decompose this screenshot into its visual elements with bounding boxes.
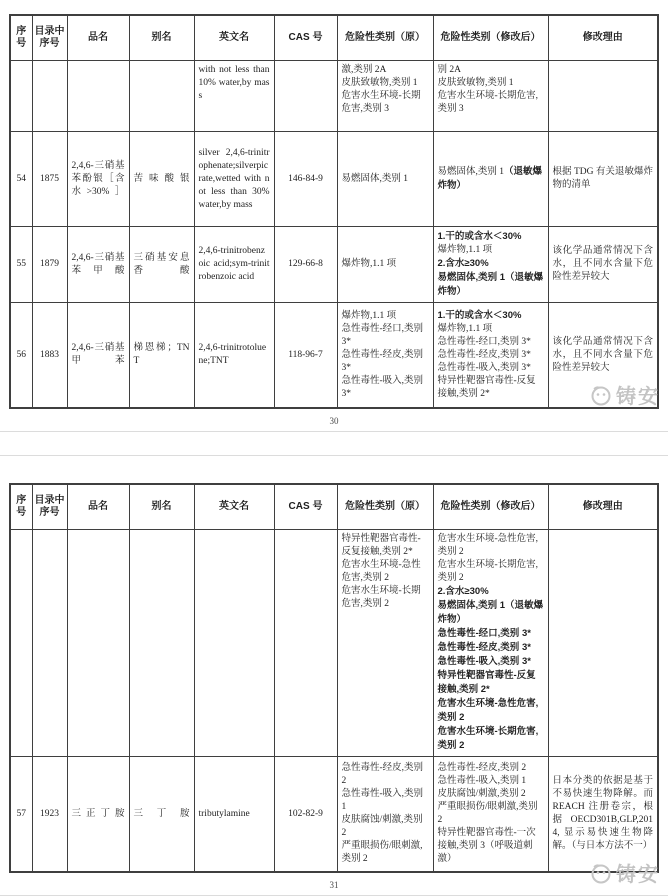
table-row <box>10 132 658 227</box>
column-header: 别名 <box>129 484 194 530</box>
header-row <box>10 484 658 530</box>
table-cell: 该化学品通常情况下含水，且不同水含量下危险性差异较大 <box>548 303 658 409</box>
table-row <box>10 227 658 303</box>
table-cell <box>194 530 274 757</box>
table-row <box>10 757 658 873</box>
table-cell: 三丁胺 <box>129 757 194 873</box>
table-cell: 2,4,6-trinitrotoluene;TNT <box>194 303 274 409</box>
column-header: 序号 <box>10 15 32 61</box>
watermark-text: 铸安 <box>616 386 660 408</box>
column-header: 修改理由 <box>548 15 658 61</box>
table-cell <box>10 530 32 757</box>
column-header: CAS 号 <box>274 484 337 530</box>
table-cell: 爆炸物,1.1 项 <box>337 227 433 303</box>
table-cell: 爆炸物,1.1 项 急性毒性-经口,类别 3* 急性毒性-经皮,类别 3* 急性毒性-吸入,类别 3* <box>337 303 433 409</box>
table-row <box>10 530 658 757</box>
column-header: 危险性类别（原） <box>337 484 433 530</box>
table-cell: 易燃固体,类别 1 <box>337 132 433 227</box>
table-cell: 日本分类的依据是基于不易快速生物降解。而 REACH 注册卷宗，根据 OECD301B,GLP,2014, 显示易快速生物降解。（与日本方法不一） <box>548 757 658 873</box>
table-row <box>10 303 658 409</box>
table-cell: 129-66-8 <box>274 227 337 303</box>
column-header: 危险性类别（修改后） <box>433 484 548 530</box>
column-header: 英文名 <box>194 15 274 61</box>
hazard-table-page-31 <box>9 483 659 873</box>
table-row <box>10 61 658 132</box>
column-header: 品名 <box>67 15 129 61</box>
table-cell: 梯恩梯；TNT <box>129 303 194 409</box>
table-cell: 特异性靶器官毒性-反复接触,类别 2* 危害水生环境-急性危害,类别 2 危害水生环境-长期危害,类别 2 <box>337 530 433 757</box>
table-cell: 1.干的或含水＜30% 爆炸物,1.1 项 急性毒性-经口,类别 3* 急性毒性-经皮,类别 3* 急性毒性-吸入,类别 3* 特异性靶器官毒性-反复接触,类别 2* <box>433 303 548 409</box>
table-cell: 1883 <box>32 303 67 409</box>
page-number: 30 <box>329 416 339 426</box>
table-cell <box>129 61 194 132</box>
table-cell: 1923 <box>32 757 67 873</box>
hazard-table-page-30 <box>9 14 659 409</box>
table-cell: 2,4,6-三硝基苯甲酸 <box>67 227 129 303</box>
table-cell: 146-84-9 <box>274 132 337 227</box>
table-cell <box>32 530 67 757</box>
table-cell: 1875 <box>32 132 67 227</box>
table-cell: 2,4,6-三硝基苯酚银［含水>30%］ <box>67 132 129 227</box>
table-cell: 激,类别 2A 皮肤致敏物,类别 1 危害水生环境-长期危害,类别 3 <box>337 61 433 132</box>
column-header: CAS 号 <box>274 15 337 61</box>
table-cell: 别 2A 皮肤致敏物,类别 1 危害水生环境-长期危害,类别 3 <box>433 61 548 132</box>
table-cell: 苦味酸银 <box>129 132 194 227</box>
table-cell: 55 <box>10 227 32 303</box>
table-cell <box>129 530 194 757</box>
table-cell <box>274 530 337 757</box>
table-cell: 根据 TDG 有关退敏爆炸物的清单 <box>548 132 658 227</box>
column-header: 序号 <box>10 484 32 530</box>
table-cell: 54 <box>10 132 32 227</box>
table-cell: 危害水生环境-急性危害,类别 2 危害水生环境-长期危害,类别 2 2.含水≥30% 易燃固体,类别 1（退敏爆炸物） 急性毒性-经口,类别 3* 急性毒性-经皮,类别 3* 急性毒性-吸入,类别 3* 特异性靶器官毒性-反复接触,类别 2* 危害水生环境-急性危害,类别 2 危害水生环境-长期危害,类别 2 <box>433 530 548 757</box>
header-row <box>10 15 658 61</box>
table-cell: 56 <box>10 303 32 409</box>
table-cell <box>548 61 658 132</box>
table-cell: silver 2,4,6-trinitrophenate;silverpicrate,wetted with not less than 30% water,by mass <box>194 132 274 227</box>
page-30 <box>0 0 668 432</box>
table-cell: 1.干的或含水＜30% 爆炸物,1.1 项 2.含水≥30% 易燃固体,类别 1（退敏爆炸物） <box>433 227 548 303</box>
table-cell <box>274 61 337 132</box>
table-cell: 易燃固体,类别 1（退敏爆炸物） <box>433 132 548 227</box>
column-header: 目录中序号 <box>32 15 67 61</box>
table-cell: 102-82-9 <box>274 757 337 873</box>
table-cell: 118-96-7 <box>274 303 337 409</box>
page-31 <box>0 455 668 896</box>
table-cell: 2,4,6-三硝基甲苯 <box>67 303 129 409</box>
table-cell <box>67 61 129 132</box>
column-header: 目录中序号 <box>32 484 67 530</box>
table-cell <box>32 61 67 132</box>
table-cell: 2,4,6-trinitrobenzoic acid;sym-trinitrobenzoic acid <box>194 227 274 303</box>
watermark-text: 铸安 <box>616 864 660 886</box>
column-header: 英文名 <box>194 484 274 530</box>
table-cell: 1879 <box>32 227 67 303</box>
table-cell <box>548 530 658 757</box>
column-header: 危险性类别（修改后） <box>433 15 548 61</box>
table-cell: tributylamine <box>194 757 274 873</box>
table-cell: 该化学品通常情况下含水，且不同水含量下危险性差异较大 <box>548 227 658 303</box>
table-cell: 急性毒性-经皮,类别 2 急性毒性-吸入,类别 1 皮肤腐蚀/刺激,类别 2 严重眼损伤/眼刺激,类别 2 <box>337 757 433 873</box>
table-cell: 三正丁胺 <box>67 757 129 873</box>
column-header: 危险性类别（原） <box>337 15 433 61</box>
table-cell: 三硝基安息香酸 <box>129 227 194 303</box>
column-header: 品名 <box>67 484 129 530</box>
table-cell: with not less than 10% water,by mass <box>194 61 274 132</box>
table-cell <box>67 530 129 757</box>
table-cell: 57 <box>10 757 32 873</box>
table-cell: 急性毒性-经皮,类别 2 急性毒性-吸入,类别 1 皮肤腐蚀/刺激,类别 2 严重眼损伤/眼刺激,类别 2 特异性靶器官毒性-一次接触,类别 3（呼吸道刺激） <box>433 757 548 873</box>
table-cell <box>10 61 32 132</box>
page-number: 31 <box>329 880 339 890</box>
column-header: 别名 <box>129 15 194 61</box>
column-header: 修改理由 <box>548 484 658 530</box>
